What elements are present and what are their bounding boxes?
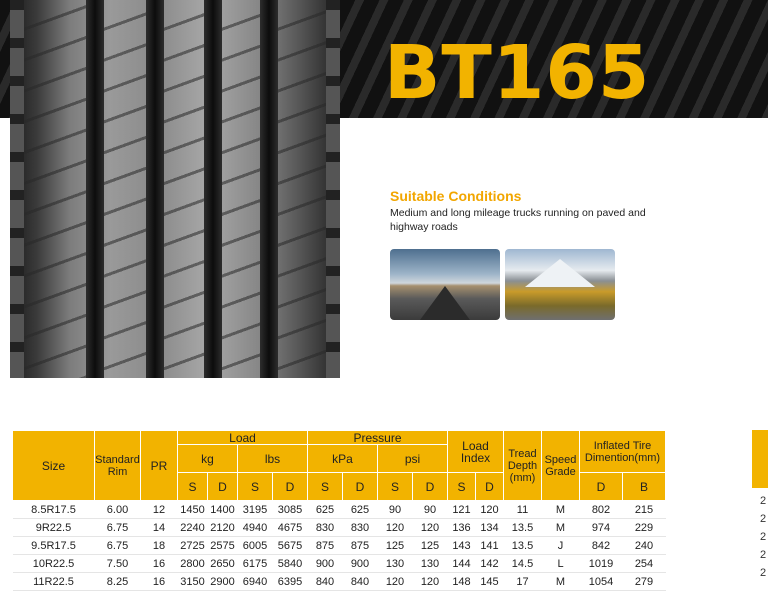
- header-kg-s: S: [178, 473, 208, 501]
- table-cell: 125: [413, 537, 448, 555]
- table-cell: 145: [476, 573, 504, 591]
- table-cell: 240: [623, 537, 666, 555]
- table-cell: J: [542, 537, 580, 555]
- header-kpa-d: D: [343, 473, 378, 501]
- mountain-road-photo: [505, 249, 615, 320]
- tire-rib: [222, 0, 260, 378]
- table-cell: 974: [580, 519, 623, 537]
- table-cell: 130: [378, 555, 413, 573]
- table-cell: 6940: [238, 573, 273, 591]
- table-cell: 840: [308, 573, 343, 591]
- table-cell: 900: [308, 555, 343, 573]
- table-cell: 254: [623, 555, 666, 573]
- tire-rib: [104, 0, 146, 378]
- table-cell: 6175: [238, 555, 273, 573]
- table-cell: 2900: [208, 573, 238, 591]
- header-load: Load: [178, 431, 308, 445]
- table-cell: 6.75: [95, 537, 141, 555]
- header-size: Size: [13, 431, 95, 501]
- header-load-index: Load Index: [448, 431, 504, 473]
- header-tread-depth: Tread Depth (mm): [504, 431, 542, 501]
- table-cell: 1450: [178, 501, 208, 519]
- table-cell: 16: [141, 555, 178, 573]
- table-cell: 12: [141, 501, 178, 519]
- header-kg-d: D: [208, 473, 238, 501]
- table-cell: 143: [448, 537, 476, 555]
- table-cell: 14.5: [504, 555, 542, 573]
- table-cell: 875: [308, 537, 343, 555]
- tire-groove: [86, 0, 104, 378]
- header-lbs-s: S: [238, 473, 273, 501]
- table-cell: 18: [141, 537, 178, 555]
- table-cell: 2575: [208, 537, 238, 555]
- table-cell: 142: [476, 555, 504, 573]
- tire-rib: [164, 0, 204, 378]
- table-cell: 215: [623, 501, 666, 519]
- table-cell: 3150: [178, 573, 208, 591]
- table-cell: 900: [343, 555, 378, 573]
- header-dim-b: B: [623, 473, 666, 501]
- table-cell: 840: [343, 573, 378, 591]
- table-cell: 1019: [580, 555, 623, 573]
- edge-table-digit: 2: [760, 567, 767, 579]
- header-psi-s: S: [378, 473, 413, 501]
- table-cell: 130: [413, 555, 448, 573]
- header-pr: PR: [141, 431, 178, 501]
- table-cell: 136: [448, 519, 476, 537]
- edge-table-digit: 2: [760, 549, 767, 561]
- table-cell: 13.5: [504, 537, 542, 555]
- table-cell: 120: [476, 501, 504, 519]
- table-cell: 8.5R17.5: [13, 501, 95, 519]
- table-cell: 3195: [238, 501, 273, 519]
- header-psi-d: D: [413, 473, 448, 501]
- table-cell: 3085: [273, 501, 308, 519]
- table-cell: 2725: [178, 537, 208, 555]
- table-cell: 830: [308, 519, 343, 537]
- table-row: [13, 519, 666, 537]
- table-cell: 875: [343, 537, 378, 555]
- tire-groove: [146, 0, 164, 378]
- table-cell: 10R22.5: [13, 555, 95, 573]
- table-row: [13, 555, 666, 573]
- table-cell: 141: [476, 537, 504, 555]
- header-dim-d: D: [580, 473, 623, 501]
- highway-photo: [390, 249, 500, 320]
- table-cell: 802: [580, 501, 623, 519]
- tire-shoulder-left: [10, 0, 24, 378]
- table-cell: M: [542, 573, 580, 591]
- header-lbs-d: D: [273, 473, 308, 501]
- table-cell: 9R22.5: [13, 519, 95, 537]
- table-cell: 6395: [273, 573, 308, 591]
- header-index-s: S: [448, 473, 476, 501]
- table-cell: 1054: [580, 573, 623, 591]
- tire-image: [10, 0, 340, 378]
- tire-shoulder-right: [326, 0, 340, 378]
- table-cell: 144: [448, 555, 476, 573]
- table-cell: 5840: [273, 555, 308, 573]
- table-cell: 11: [504, 501, 542, 519]
- table-cell: 279: [623, 573, 666, 591]
- edge-table-digit: 2: [760, 531, 767, 543]
- header-index-d: D: [476, 473, 504, 501]
- table-cell: 120: [413, 519, 448, 537]
- table-cell: 90: [378, 501, 413, 519]
- edge-table-digit: 2: [760, 495, 767, 507]
- spec-table: [12, 430, 666, 591]
- table-cell: 120: [378, 573, 413, 591]
- header-speed-grade: Speed Grade: [542, 431, 580, 501]
- table-cell: 134: [476, 519, 504, 537]
- table-cell: 2240: [178, 519, 208, 537]
- table-cell: 830: [343, 519, 378, 537]
- table-cell: 1400: [208, 501, 238, 519]
- table-cell: 8.25: [95, 573, 141, 591]
- table-cell: 625: [308, 501, 343, 519]
- table-cell: 6.00: [95, 501, 141, 519]
- conditions-text: Medium and long mileage trucks running on paved and highway roads: [390, 207, 646, 233]
- tire-groove: [260, 0, 278, 378]
- header-standard-rim: Standard Rim: [95, 431, 141, 501]
- table-cell: 2650: [208, 555, 238, 573]
- table-cell: L: [542, 555, 580, 573]
- header-inflated-dimension: Inflated Tire Dimention(mm): [580, 431, 666, 473]
- tire-rib: [278, 0, 326, 378]
- table-cell: 229: [623, 519, 666, 537]
- table-cell: 120: [413, 573, 448, 591]
- table-cell: 120: [378, 519, 413, 537]
- table-cell: M: [542, 519, 580, 537]
- table-cell: 90: [413, 501, 448, 519]
- table-cell: 6005: [238, 537, 273, 555]
- table-cell: 842: [580, 537, 623, 555]
- header-lbs: lbs: [238, 445, 308, 473]
- table-cell: 121: [448, 501, 476, 519]
- table-cell: 13.5: [504, 519, 542, 537]
- table-row: [13, 573, 666, 591]
- table-cell: 625: [343, 501, 378, 519]
- table-cell: 5675: [273, 537, 308, 555]
- model-title: BT165: [384, 30, 651, 116]
- header-kpa: kPa: [308, 445, 378, 473]
- table-row: [13, 501, 666, 519]
- table-cell: 4675: [273, 519, 308, 537]
- table-cell: 11R22.5: [13, 573, 95, 591]
- table-cell: M: [542, 501, 580, 519]
- header-pressure: Pressure: [308, 431, 448, 445]
- header-psi: psi: [378, 445, 448, 473]
- edge-table-digit: 2: [760, 513, 767, 525]
- table-cell: 14: [141, 519, 178, 537]
- header-kg: kg: [178, 445, 238, 473]
- table-cell: 2800: [178, 555, 208, 573]
- table-cell: 9.5R17.5: [13, 537, 95, 555]
- table-cell: 17: [504, 573, 542, 591]
- table-cell: 2120: [208, 519, 238, 537]
- header-kpa-s: S: [308, 473, 343, 501]
- table-cell: 7.50: [95, 555, 141, 573]
- table-row: [13, 537, 666, 555]
- tire-rib: [24, 0, 86, 378]
- table-cell: 4940: [238, 519, 273, 537]
- table-cell: 148: [448, 573, 476, 591]
- table-cell: 125: [378, 537, 413, 555]
- tire-groove: [204, 0, 222, 378]
- conditions-title: Suitable Conditions: [390, 188, 522, 204]
- table-cell: 16: [141, 573, 178, 591]
- table-cell: 6.75: [95, 519, 141, 537]
